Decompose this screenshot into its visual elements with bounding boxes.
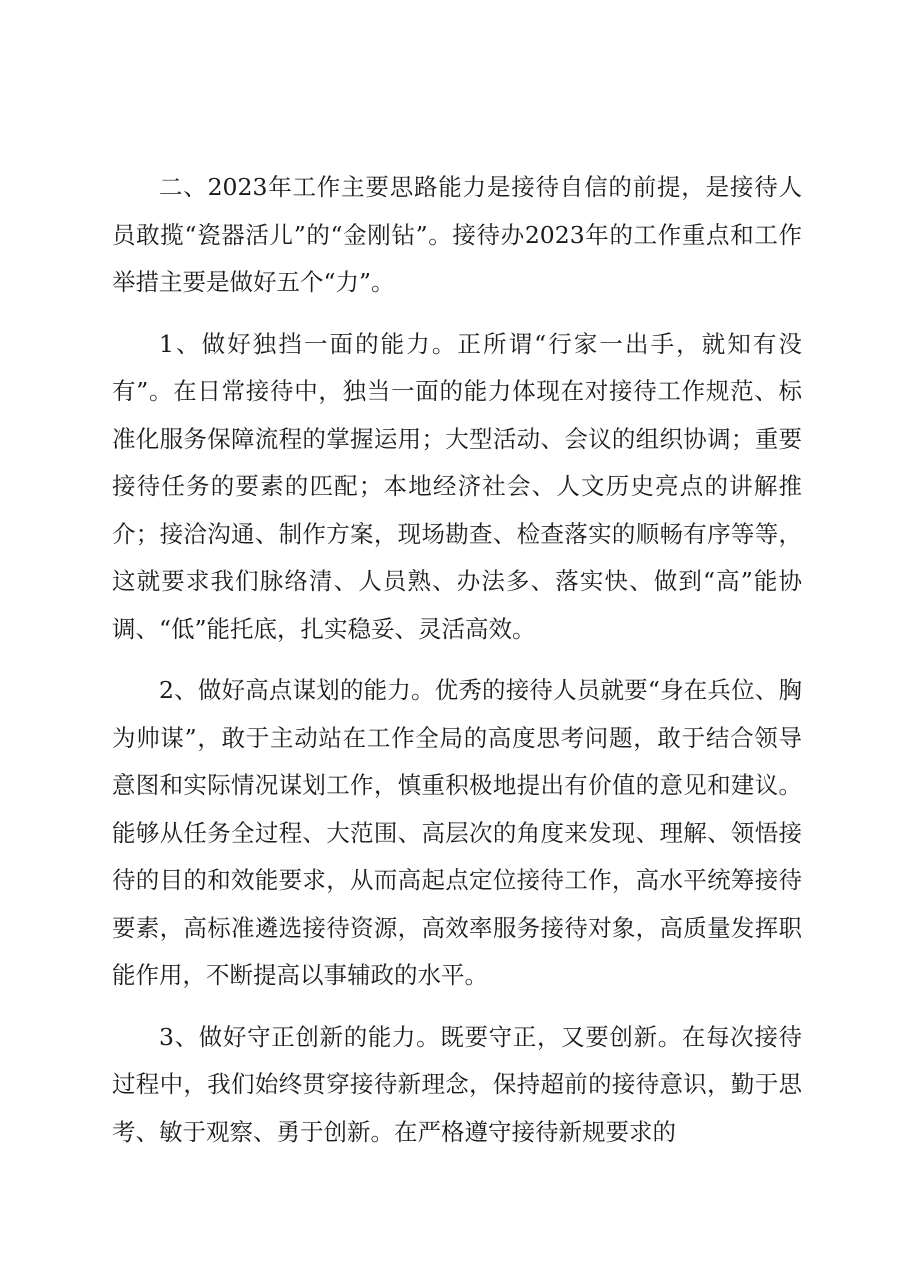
paragraph-item-one: 1、做好独挡一面的能力。正所谓“行家一出手，就知有没有”。在日常接待中，独当一面的能力体现在对接待工作规范、标准化服务保障流程的掌握运用；大型活动、会议的组织协调；重要接待任务的要素的匹配；本地经济社会、人文历史亮点的讲解推介；接洽沟通、制作方案，现场勘查、检查落实的顺畅有序等等，这就要求我们脉络清、人员熟、办法多、落实快、做到“高”能协调、“低”能托底，扎实稳妥、灵活高效。 [112,329,802,643]
document-body [112,164,802,1170]
paragraph-item-three: 3、做好守正创新的能力。既要守正，又要创新。在每次接待过程中，我们始终贯穿接待新理念，保持超前的接待意识，勤于思考、敏于观察、勇于创新。在严格遵守接待新规要求的 [112,1022,802,1146]
paragraph-section-two: 二、2023年工作主要思路能力是接待自信的前提，是接待人员敢揽“瓷器活儿”的“金刚钻”。接待办2023年的工作重点和工作举措主要是做好五个“力”。 [112,173,802,296]
paragraph-item-two: 2、做好高点谋划的能力。优秀的接待人员就要“身在兵位、胸为帅谋”，敢于主动站在工作全局的高度思考问题，敢于结合领导意图和实际情况谋划工作，慎重积极地提出有价值的意见和建议。能够从任务全过程、大范围、高层次的角度来发现、理解、领悟接待的目的和效能要求，从而高起点定位接待工作，高水平统筹接待要素，高标准遴选接待资源，高效率服务接待对象，高质量发挥职能作用，不断提高以事辅政的水平。 [112,676,802,989]
